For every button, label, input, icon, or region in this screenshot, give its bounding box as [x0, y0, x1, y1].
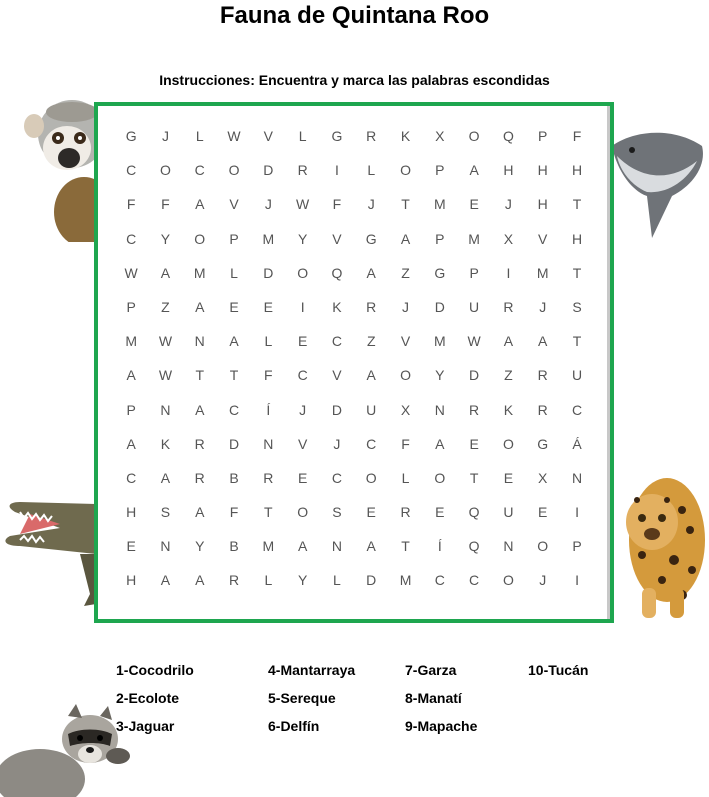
grid-letter[interactable]: Q: [468, 504, 480, 521]
grid-letter[interactable]: P: [435, 162, 445, 179]
grid-letter[interactable]: N: [503, 538, 514, 555]
grid-letter[interactable]: P: [229, 230, 239, 247]
grid-letter[interactable]: O: [160, 162, 171, 179]
grid-letter[interactable]: K: [160, 435, 171, 452]
grid-letter[interactable]: E: [538, 504, 548, 521]
grid-letter[interactable]: R: [537, 401, 548, 418]
word-list: [0, 662, 709, 752]
grid-letter[interactable]: O: [228, 162, 240, 179]
grid-letter[interactable]: L: [333, 572, 341, 589]
grid-letter[interactable]: C: [228, 401, 240, 418]
grid-letter[interactable]: F: [161, 196, 170, 213]
grid-letter[interactable]: A: [195, 298, 205, 315]
grid-letter[interactable]: T: [572, 264, 582, 281]
grid-letter[interactable]: O: [468, 128, 480, 144]
grid-letter[interactable]: S: [160, 504, 171, 521]
grid-letter[interactable]: K: [503, 401, 514, 418]
grid-letter[interactable]: H: [503, 162, 514, 179]
grid-letter[interactable]: W: [158, 367, 173, 384]
grid-letter[interactable]: I: [575, 572, 579, 589]
grid-letter[interactable]: E: [469, 196, 479, 213]
grid-letter[interactable]: X: [538, 469, 548, 486]
grid-letter[interactable]: E: [263, 298, 273, 315]
grid-letter[interactable]: R: [537, 367, 548, 384]
grid-letter[interactable]: R: [228, 572, 240, 589]
grid-letter[interactable]: C: [194, 162, 205, 179]
grid-letter[interactable]: O: [502, 572, 514, 589]
grid-letter[interactable]: F: [572, 128, 582, 144]
grid-letter[interactable]: Y: [297, 572, 308, 589]
grid-letter[interactable]: V: [263, 128, 273, 144]
grid-letter[interactable]: V: [297, 435, 308, 452]
page-title: Fauna de Quintana Roo: [219, 2, 490, 29]
grid-letter[interactable]: W: [124, 264, 138, 281]
grid-letter[interactable]: R: [194, 435, 205, 452]
grid-letter[interactable]: A: [469, 162, 479, 179]
grid-letter[interactable]: A: [195, 196, 205, 213]
grid-letter[interactable]: N: [434, 401, 445, 418]
grid-letter[interactable]: O: [297, 264, 309, 281]
grid-letter[interactable]: G: [125, 128, 137, 144]
grid-letter[interactable]: I: [506, 264, 511, 281]
grid-letter[interactable]: Y: [160, 230, 171, 247]
grid-letter[interactable]: D: [434, 298, 445, 315]
grid-letter[interactable]: N: [571, 469, 583, 486]
grid-letter[interactable]: A: [195, 504, 205, 521]
grid-letter[interactable]: J: [161, 128, 169, 144]
grid-letter[interactable]: G: [331, 128, 343, 144]
grid-letter[interactable]: F: [401, 435, 410, 452]
grid-letter[interactable]: O: [400, 162, 411, 179]
grid-letter[interactable]: J: [402, 298, 410, 315]
grid-letter[interactable]: A: [366, 538, 376, 555]
grid-letter[interactable]: C: [126, 469, 137, 486]
grid-letter[interactable]: P: [126, 298, 136, 315]
grid-letter[interactable]: J: [333, 435, 341, 452]
grid-letter[interactable]: L: [264, 333, 273, 350]
word-item-tucan: 10-Tucán: [528, 662, 589, 678]
grid-letter[interactable]: A: [400, 230, 411, 247]
grid-letter[interactable]: C: [571, 401, 583, 418]
grid-letter[interactable]: L: [264, 572, 273, 589]
grid-letter[interactable]: A: [160, 572, 171, 589]
grid-letter[interactable]: B: [229, 538, 239, 555]
grid-letter[interactable]: T: [195, 367, 205, 384]
grid-letter[interactable]: A: [160, 469, 171, 486]
grid-letter[interactable]: A: [195, 572, 205, 589]
grid-letter[interactable]: P: [572, 538, 582, 555]
grid-letter[interactable]: L: [367, 162, 376, 179]
grid-letter[interactable]: M: [468, 230, 480, 247]
grid-letter[interactable]: I: [575, 504, 579, 521]
grid-letter[interactable]: E: [503, 469, 514, 486]
grid-letter[interactable]: C: [331, 333, 342, 350]
grid-letter[interactable]: V: [538, 230, 548, 247]
grid-letter[interactable]: F: [126, 196, 136, 213]
word-item-ecolote: 2-Ecolote: [116, 690, 180, 706]
grid-letter[interactable]: I: [334, 162, 339, 179]
grid-letter[interactable]: L: [230, 264, 238, 281]
grid-letter[interactable]: V: [400, 333, 411, 350]
grid-letter[interactable]: U: [366, 401, 377, 418]
grid-letter[interactable]: H: [126, 504, 137, 521]
grid-letter[interactable]: Q: [468, 538, 480, 555]
grid-letter[interactable]: N: [160, 538, 171, 555]
grid-letter[interactable]: M: [536, 264, 549, 281]
grid-letter[interactable]: Y: [297, 230, 308, 247]
word-search-grid: [94, 102, 614, 623]
grid-letter[interactable]: L: [298, 128, 307, 144]
grid-letter[interactable]: N: [194, 333, 205, 350]
grid-letter[interactable]: E: [366, 504, 376, 521]
grid-letter[interactable]: J: [539, 572, 547, 589]
grid-letter[interactable]: A: [435, 435, 445, 452]
grid-letter[interactable]: O: [502, 435, 514, 452]
grid-letter[interactable]: J: [539, 298, 547, 315]
grid-letter[interactable]: F: [332, 196, 342, 213]
grid-letter[interactable]: D: [366, 572, 377, 589]
grid-letter[interactable]: G: [434, 264, 446, 281]
grid-right-edge: [607, 106, 610, 619]
grid-letter[interactable]: X: [400, 401, 411, 418]
grid-letter[interactable]: Q: [331, 264, 343, 281]
dolphin-image: [612, 126, 709, 241]
grid-letter[interactable]: P: [435, 230, 445, 247]
grid-letter[interactable]: A: [366, 264, 376, 281]
grid-letter[interactable]: N: [331, 538, 342, 555]
grid-letter[interactable]: A: [503, 333, 514, 350]
grid-letter[interactable]: C: [126, 162, 137, 179]
grid-letter[interactable]: E: [435, 504, 445, 521]
word-item-jaguar: 3-Jaguar: [116, 718, 175, 734]
grid-letter[interactable]: S: [332, 504, 342, 521]
grid-letter[interactable]: D: [469, 367, 480, 384]
grid-letter[interactable]: T: [572, 333, 582, 350]
word-item-garza: 7-Garza: [405, 662, 457, 678]
grid-letter[interactable]: S: [572, 298, 582, 315]
grid-letter[interactable]: O: [537, 538, 549, 555]
word-item-mapache: 9-Mapache: [405, 718, 478, 734]
grid-letter[interactable]: T: [264, 504, 273, 521]
grid-letter[interactable]: V: [332, 230, 342, 247]
grid-letter[interactable]: H: [571, 162, 583, 179]
grid-letter[interactable]: Y: [195, 538, 205, 555]
grid-letter[interactable]: D: [263, 264, 274, 281]
grid-letter[interactable]: D: [228, 435, 240, 452]
grid-letter[interactable]: M: [262, 538, 275, 555]
grid-letter[interactable]: G: [537, 435, 549, 452]
grid-letter[interactable]: J: [299, 401, 307, 418]
grid-letter[interactable]: O: [194, 230, 206, 247]
grid-letter[interactable]: O: [434, 469, 446, 486]
instructions-text: Instrucciones: Encuentra y marca las palabras escondidas: [159, 72, 550, 88]
grid-letter[interactable]: R: [400, 504, 411, 521]
grid-letter[interactable]: M: [399, 572, 412, 589]
grid-letter[interactable]: E: [469, 435, 479, 452]
grid-letter[interactable]: I: [300, 298, 305, 315]
grid-letter[interactable]: M: [125, 333, 137, 350]
word-item-mantarraya: 4-Mantarraya: [268, 662, 356, 678]
grid-letter[interactable]: X: [435, 128, 445, 144]
grid-letter[interactable]: A: [160, 264, 171, 281]
grid-letter[interactable]: J: [264, 196, 272, 213]
word-item-cocodrilo: 1-Cocodrilo: [116, 662, 194, 678]
grid-letter[interactable]: M: [193, 264, 206, 281]
grid-letter[interactable]: A: [126, 435, 136, 452]
grid-letter[interactable]: C: [126, 230, 137, 247]
grid-letter[interactable]: Z: [504, 367, 513, 384]
grid-letter[interactable]: V: [332, 367, 342, 384]
grid-letter[interactable]: T: [401, 538, 410, 555]
grid-letter[interactable]: K: [400, 128, 411, 144]
grid-letter[interactable]: W: [467, 333, 481, 350]
grid-letter[interactable]: X: [503, 230, 514, 247]
grid-letter[interactable]: N: [263, 435, 274, 452]
grid-letter[interactable]: Q: [502, 128, 514, 144]
grid-letter[interactable]: C: [331, 469, 342, 486]
grid-letter[interactable]: T: [572, 196, 582, 213]
grid-letter[interactable]: T: [469, 469, 479, 486]
grid-letter[interactable]: Í: [266, 401, 271, 418]
word-item-delfin: 6-Delfín: [268, 718, 320, 734]
grid-letter[interactable]: A: [297, 538, 308, 555]
grid-letter[interactable]: P: [126, 401, 136, 418]
grid-letter[interactable]: R: [503, 298, 514, 315]
grid-letter[interactable]: M: [433, 333, 446, 350]
grid-letter[interactable]: Á: [572, 435, 582, 452]
grid-letter[interactable]: O: [365, 469, 377, 486]
grid-letter[interactable]: R: [263, 469, 274, 486]
grid-letter[interactable]: Z: [366, 333, 376, 350]
grid-letter[interactable]: D: [263, 162, 274, 179]
grid-letter[interactable]: K: [332, 298, 342, 315]
crocodile-image: [0, 484, 96, 612]
grid-letter[interactable]: E: [297, 333, 308, 350]
grid-letter[interactable]: E: [126, 538, 136, 555]
grid-letter[interactable]: R: [194, 469, 205, 486]
grid-letter[interactable]: L: [195, 128, 204, 144]
word-item-manati: 8-Manatí: [405, 690, 462, 706]
grid-letter[interactable]: R: [469, 401, 480, 418]
grid-letter[interactable]: Y: [435, 367, 445, 384]
grid-letter[interactable]: H: [537, 196, 548, 213]
grid-letter[interactable]: W: [296, 196, 310, 213]
grid-letter[interactable]: M: [262, 230, 275, 247]
grid-letter[interactable]: A: [538, 333, 548, 350]
grid-letter[interactable]: U: [469, 298, 480, 315]
grid-letter[interactable]: H: [126, 572, 137, 589]
grid-letter[interactable]: A: [195, 401, 205, 418]
grid-letter[interactable]: E: [229, 298, 239, 315]
grid-letter[interactable]: D: [331, 401, 342, 418]
grid-letter[interactable]: Z: [401, 264, 410, 281]
grid-letter[interactable]: T: [401, 196, 410, 213]
grid-letter[interactable]: J: [504, 196, 512, 213]
grid-letter[interactable]: V: [229, 196, 239, 213]
grid-letter[interactable]: L: [401, 469, 410, 486]
grid-letter[interactable]: N: [160, 401, 171, 418]
grid-letter[interactable]: C: [366, 435, 377, 452]
grid-letter[interactable]: W: [227, 128, 241, 144]
grid-letter[interactable]: G: [365, 230, 377, 247]
grid-letter[interactable]: P: [469, 264, 479, 281]
grid-letter[interactable]: A: [366, 367, 376, 384]
grid-letter[interactable]: J: [367, 196, 375, 213]
grid-letter[interactable]: R: [366, 128, 377, 144]
grid-letter[interactable]: C: [434, 572, 445, 589]
grid-letter[interactable]: A: [229, 333, 239, 350]
grid-letter[interactable]: C: [297, 367, 308, 384]
grid-letter[interactable]: F: [264, 367, 273, 384]
grid-letter[interactable]: R: [297, 162, 308, 179]
grid-letter[interactable]: T: [229, 367, 239, 384]
grid-letter[interactable]: H: [571, 230, 583, 247]
grid-letter[interactable]: B: [229, 469, 239, 486]
grid-letter[interactable]: O: [297, 504, 309, 521]
grid-letter[interactable]: P: [538, 128, 548, 144]
grid-letter[interactable]: W: [158, 333, 173, 350]
grid-letter[interactable]: M: [433, 196, 446, 213]
word-item-sereque: 5-Sereque: [268, 690, 336, 706]
grid-letter[interactable]: F: [229, 504, 239, 521]
grid-letter[interactable]: H: [537, 162, 548, 179]
grid-letter[interactable]: O: [400, 367, 411, 384]
grid-letter[interactable]: U: [503, 504, 514, 521]
grid-letter[interactable]: Í: [437, 538, 442, 555]
grid-letter[interactable]: E: [297, 469, 308, 486]
jaguar-image: [612, 470, 709, 620]
grid-letter[interactable]: U: [571, 367, 583, 384]
grid-letter[interactable]: R: [366, 298, 377, 315]
grid-letter[interactable]: C: [469, 572, 480, 589]
grid-letter[interactable]: A: [126, 367, 136, 384]
grid-letter[interactable]: Z: [161, 298, 170, 315]
